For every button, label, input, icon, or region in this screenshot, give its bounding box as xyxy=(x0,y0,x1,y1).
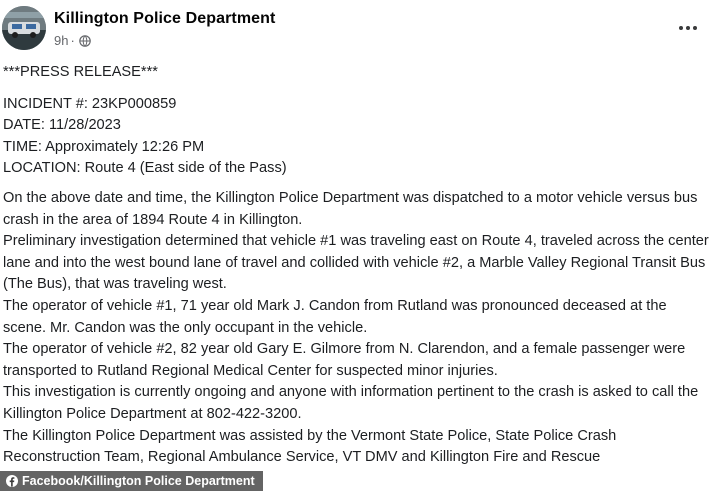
more-dot xyxy=(686,26,690,30)
post-header xyxy=(0,0,720,56)
globe-icon[interactable] xyxy=(79,35,91,47)
page-name-link[interactable]: Killington Police Department xyxy=(54,10,276,27)
post-timestamp[interactable]: 9h xyxy=(54,33,69,48)
more-options-button[interactable] xyxy=(674,18,702,38)
page-avatar[interactable] xyxy=(2,6,46,50)
press-release-heading: ***PRESS RELEASE*** xyxy=(3,64,158,80)
avatar-image xyxy=(2,6,46,50)
facebook-icon xyxy=(6,475,18,487)
paragraph: On the above date and time, the Killington Police Department was dispatched to a motor vehicle versus bus crash in the area of 1894 Route 4 in Killington. xyxy=(3,189,698,228)
more-horizontal-icon xyxy=(679,26,683,30)
paragraph: The operator of vehicle #1, 71 year old Mark J. Candon from Rutland was pronounced deceased at the scene. Mr. Candon was the only occupant in the vehicle. xyxy=(3,297,667,336)
source-watermark xyxy=(0,471,263,491)
paragraph: This investigation is currently ongoing and anyone with information pertinent to the crash is asked to call the Killington Police Department at 802-422-3200. xyxy=(3,384,699,422)
more-dot xyxy=(693,26,697,30)
post-body xyxy=(3,62,713,469)
watermark-text: Facebook/Killington Police Department xyxy=(22,474,255,488)
paragraph: Preliminary investigation determined that vehicle #1 was traveling east on Route 4, traveled across the center lane and into the west bound lane of travel and collided with vehicle #2, a Marble Valley Regional Transit Bus (The Bus), that was traveling west. xyxy=(3,233,709,293)
spacer xyxy=(3,84,713,94)
location-line: LOCATION: Route 4 (East side of the Pass) xyxy=(3,160,287,177)
paragraph: The operator of vehicle #2, 82 year old Gary E. Gilmore from N. Clarendon, and a female passenger were transported to Rutland Regional Medical Center for suspected minor injuries. xyxy=(3,341,686,379)
paragraph: The Killington Police Department was assisted by the Vermont State Police, State Police Crash Reconstruction Team, Regional Ambulance Service, VT DMV and Killington Fire and Rescue xyxy=(3,427,617,466)
date-line: DATE: 11/28/2023 xyxy=(3,117,121,134)
incident-line: INCIDENT #: 23KP000859 xyxy=(3,95,177,112)
post-meta xyxy=(54,33,91,48)
spacer xyxy=(3,180,713,188)
meta-separator: · xyxy=(70,33,75,48)
time-line: TIME: Approximately 12:26 PM xyxy=(3,138,205,155)
